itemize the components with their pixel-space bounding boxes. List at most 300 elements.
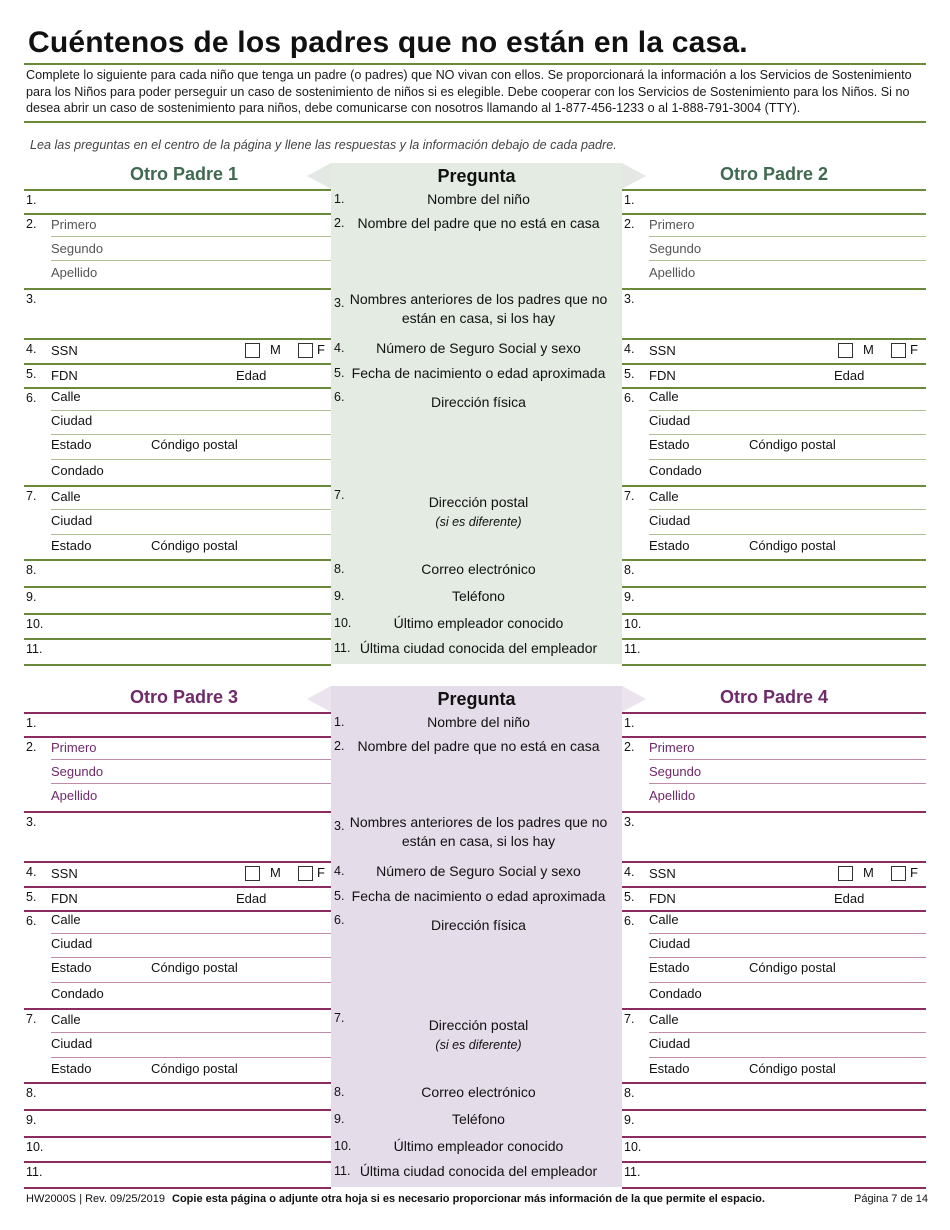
form-row-4	[24, 338, 926, 363]
question-label: Última ciudad conocida del empleador	[359, 640, 598, 656]
question-number: 5.	[334, 889, 345, 903]
parent3-row-number: 11.	[26, 1165, 43, 1179]
parent3-city-field[interactable]	[44, 934, 329, 957]
question-number: 6.	[334, 913, 345, 927]
parent1-employer-field[interactable]	[44, 613, 329, 638]
parent1-row-number: 6.	[26, 391, 37, 405]
form-row-3	[24, 811, 926, 861]
parent3-female-checkbox[interactable]	[298, 866, 313, 881]
question-label: Correo electrónico	[421, 561, 536, 577]
parent1-previous-names-field[interactable]	[44, 288, 329, 338]
parent1-row-number: 2.	[26, 217, 37, 231]
question-number: 1.	[334, 715, 345, 729]
question-cell	[331, 363, 622, 387]
right-arrow-icon	[622, 686, 646, 712]
parent2-dob-field[interactable]	[642, 363, 924, 387]
parent4-female-checkbox[interactable]	[891, 866, 906, 881]
parent1-primero-label: Primero	[51, 217, 97, 232]
form-row-1	[24, 712, 926, 736]
parent2-row-number: 6.	[624, 391, 635, 405]
parent4-female-label: F	[910, 865, 918, 880]
left-parent-title: Otro Padre 3	[129, 687, 239, 707]
question-label: Fecha de nacimiento o edad aproximada	[351, 888, 606, 904]
section-bottom	[24, 1187, 926, 1189]
question-text	[339, 214, 618, 233]
parent4-postal-label: Cóndigo postal	[749, 960, 836, 975]
parent2-county-field[interactable]	[642, 460, 924, 484]
parent4-employer-city-field[interactable]	[642, 1161, 924, 1187]
parent2-estado-label: Estado	[649, 437, 690, 452]
question-number: 2.	[334, 216, 345, 230]
row-divider	[622, 664, 926, 666]
parent2-child-name-field[interactable]	[642, 189, 924, 213]
left-arrow-icon	[307, 163, 331, 189]
parent3-primero-label: Primero	[51, 740, 97, 755]
parent4-row-number: 2.	[624, 740, 635, 754]
parent2-email-field[interactable]	[642, 559, 924, 586]
parent4-middle-name-field[interactable]	[642, 760, 924, 784]
parent4-phone-field[interactable]	[642, 1109, 924, 1136]
parent3-state-zip-field[interactable]	[44, 958, 329, 982]
parent4-segundo-label: Segundo	[649, 764, 702, 779]
parent1-row-number: 4.	[26, 342, 37, 356]
parent1-street-field[interactable]	[44, 387, 329, 410]
instruction-text: Lea las preguntas en el centro de la página y llene las respuestas y la información debajo de cada padre.	[30, 138, 617, 152]
parent2-row-number: 3.	[624, 292, 635, 306]
parent3-employer-field[interactable]	[44, 1136, 329, 1161]
parent1-row-number: 3.	[26, 292, 37, 306]
parent3-mail-street-field[interactable]	[44, 1008, 329, 1032]
form-row-10	[24, 613, 926, 638]
question-text	[339, 364, 618, 383]
parent4-row-number: 3.	[624, 815, 635, 829]
parent3-fdn-label: FDN	[51, 891, 78, 906]
parent3-row-number: 4.	[26, 865, 37, 879]
parent4-row-number: 1.	[624, 716, 635, 730]
question-cell	[331, 638, 622, 664]
question-number: 3.	[334, 819, 345, 833]
question-text	[339, 190, 618, 209]
parent4-estado-label: Estado	[649, 1061, 690, 1076]
parent4-male-label: M	[863, 865, 874, 880]
intro-divider	[24, 121, 926, 123]
question-label: Teléfono	[452, 588, 505, 604]
title-divider	[24, 63, 926, 65]
parent3-row-number: 1.	[26, 716, 37, 730]
question-cell	[331, 586, 622, 613]
question-cell	[331, 559, 622, 586]
question-label: Nombres anteriores de los padres que no están en casa, si los hay	[349, 814, 608, 849]
parent2-calle-label: Calle	[649, 489, 679, 504]
parent3-dob-field[interactable]	[44, 886, 329, 910]
right-parent-title: Otro Padre 2	[719, 164, 829, 184]
form-code: HW2000S | Rev. 09/25/2019	[26, 1193, 166, 1205]
question-text	[339, 1016, 618, 1055]
parent1-row-number: 7.	[26, 489, 37, 503]
parent4-employer-field[interactable]	[642, 1136, 924, 1161]
parent4-mail-state-zip-field[interactable]	[642, 1058, 924, 1082]
parent4-row-number: 6.	[624, 914, 635, 928]
parent1-middle-name-field[interactable]	[44, 237, 329, 261]
parent4-city-field[interactable]	[642, 934, 924, 957]
parent1-email-field[interactable]	[44, 559, 329, 586]
parent4-previous-names-field[interactable]	[642, 811, 924, 861]
parent3-street-field[interactable]	[44, 910, 329, 933]
parent3-email-field[interactable]	[44, 1082, 329, 1109]
parent2-previous-names-field[interactable]	[642, 288, 924, 338]
question-label: Último empleador conocido	[393, 1138, 564, 1154]
form-row-8	[24, 559, 926, 586]
question-label: Número de Seguro Social y sexo	[376, 340, 581, 356]
parent3-row-number: 8.	[26, 1086, 37, 1100]
parent3-middle-name-field[interactable]	[44, 760, 329, 784]
right-parent-title: Otro Padre 4	[719, 687, 829, 707]
parent1-first-name-field[interactable]	[44, 213, 329, 237]
form-row-8	[24, 1082, 926, 1109]
form-row-11	[24, 638, 926, 664]
question-text	[339, 290, 618, 328]
question-cell	[331, 861, 622, 886]
parent2-employer-field[interactable]	[642, 613, 924, 638]
question-number: 3.	[334, 296, 345, 310]
parent3-row-number: 5.	[26, 890, 37, 904]
parent3-employer-city-field[interactable]	[44, 1161, 329, 1187]
form-row-5	[24, 363, 926, 387]
parent2-estado-label: Estado	[649, 538, 690, 553]
parent2-condado-label: Condado	[649, 463, 702, 478]
parent2-segundo-label: Segundo	[649, 241, 702, 256]
parent3-male-label: M	[270, 865, 281, 880]
question-cell	[331, 485, 622, 559]
parent3-county-field[interactable]	[44, 983, 329, 1007]
parent4-child-name-field[interactable]	[642, 712, 924, 736]
section-header	[24, 163, 926, 189]
parent3-postal-label: Cóndigo postal	[151, 1061, 238, 1076]
parent3-postal-label: Cóndigo postal	[151, 960, 238, 975]
parent4-street-field[interactable]	[642, 910, 924, 933]
parent4-row-number: 8.	[624, 1086, 635, 1100]
parent3-last-name-field[interactable]	[44, 784, 329, 810]
parent2-street-field[interactable]	[642, 387, 924, 410]
question-number: 8.	[334, 1085, 345, 1099]
question-label: Nombre del padre que no está en casa	[357, 738, 600, 754]
question-cell	[331, 613, 622, 638]
parent4-calle-label: Calle	[649, 912, 679, 927]
parent1-phone-field[interactable]	[44, 586, 329, 613]
parent3-row-number: 3.	[26, 815, 37, 829]
question-text	[339, 887, 618, 906]
question-cell	[331, 213, 622, 288]
parent4-mail-city-field[interactable]	[642, 1033, 924, 1057]
parent2-male-label: M	[863, 342, 874, 357]
question-text	[339, 393, 618, 412]
form-row-2	[24, 736, 926, 811]
question-label: Dirección postal	[428, 1017, 529, 1033]
section-bottom	[24, 664, 926, 666]
parent2-mail-city-field[interactable]	[642, 510, 924, 534]
parent1-edad-label: Edad	[236, 368, 267, 383]
question-cell	[331, 712, 622, 736]
question-number: 11.	[334, 1164, 351, 1178]
parent4-edad-label: Edad	[834, 891, 865, 906]
question-cell	[331, 1082, 622, 1109]
form-row-11	[24, 1161, 926, 1187]
question-label: Nombre del niño	[427, 191, 530, 207]
parent1-row-number: 9.	[26, 590, 37, 604]
parent2-apellido-label: Apellido	[649, 265, 696, 280]
left-arrow-icon	[307, 686, 331, 712]
parent2-phone-field[interactable]	[642, 586, 924, 613]
parent2-row-number: 8.	[624, 563, 635, 577]
question-header: Pregunta	[331, 163, 622, 189]
parent1-mail-state-zip-field[interactable]	[44, 535, 329, 559]
question-cell	[331, 1008, 622, 1082]
parent4-estado-label: Estado	[649, 960, 690, 975]
parent1-female-label: F	[317, 342, 325, 357]
parent2-ciudad-label: Ciudad	[649, 513, 691, 528]
parent2-postal-label: Cóndigo postal	[749, 437, 836, 452]
parent2-state-zip-field[interactable]	[642, 435, 924, 459]
parent3-condado-label: Condado	[51, 986, 104, 1001]
parent2-row-number: 5.	[624, 367, 635, 381]
question-header: Pregunta	[331, 686, 622, 712]
parent1-mail-street-field[interactable]	[44, 485, 329, 509]
question-cell	[331, 288, 622, 338]
parent1-calle-label: Calle	[51, 489, 81, 504]
question-label: Último empleador conocido	[393, 615, 564, 631]
parent1-male-checkbox[interactable]	[245, 343, 260, 358]
question-number: 10.	[334, 616, 352, 630]
parent4-row-number: 11.	[624, 1165, 641, 1179]
parent2-mail-state-zip-field[interactable]	[642, 535, 924, 559]
question-label: Dirección postal	[428, 494, 529, 510]
parent3-mail-city-field[interactable]	[44, 1033, 329, 1057]
form-row-3	[24, 288, 926, 338]
question-text	[339, 1137, 618, 1156]
parent2-mail-street-field[interactable]	[642, 485, 924, 509]
question-number: 8.	[334, 562, 345, 576]
parent1-fdn-label: FDN	[51, 368, 78, 383]
parent2-ssn-label: SSN	[649, 343, 676, 358]
question-cell	[331, 910, 622, 1008]
parent1-city-field[interactable]	[44, 411, 329, 434]
footer-note: Copie esta página o adjunte otra hoja si es necesario proporcionar más información de la que permite el espacio.	[172, 1193, 765, 1205]
question-cell	[331, 189, 622, 213]
question-text	[339, 916, 618, 935]
parent3-ciudad-label: Ciudad	[51, 1036, 93, 1051]
section-header	[24, 686, 926, 712]
question-label: Correo electrónico	[421, 1084, 536, 1100]
parent4-ciudad-label: Ciudad	[649, 1036, 691, 1051]
parent1-calle-label: Calle	[51, 389, 81, 404]
parent1-estado-label: Estado	[51, 437, 92, 452]
parent4-state-zip-field[interactable]	[642, 958, 924, 982]
form-row-9	[24, 1109, 926, 1136]
parent2-ssn-field[interactable]	[642, 338, 924, 362]
parent4-row-number: 4.	[624, 865, 635, 879]
parent2-row-number: 4.	[624, 342, 635, 356]
row-divider	[24, 664, 331, 666]
parent4-male-checkbox[interactable]	[838, 866, 853, 881]
parent3-edad-label: Edad	[236, 891, 267, 906]
parent4-ssn-label: SSN	[649, 866, 676, 881]
question-cell	[331, 1136, 622, 1161]
parent2-city-field[interactable]	[642, 411, 924, 434]
question-number: 10.	[334, 1139, 352, 1153]
form-row-10	[24, 1136, 926, 1161]
parent2-row-number: 7.	[624, 489, 635, 503]
parent2-row-number: 10.	[624, 617, 642, 631]
form-row-5	[24, 886, 926, 910]
page-number: Página 7 de 14	[853, 1193, 928, 1205]
parent1-county-field[interactable]	[44, 460, 329, 484]
parent4-row-number: 10.	[624, 1140, 642, 1154]
parent1-employer-city-field[interactable]	[44, 638, 329, 664]
parent1-postal-label: Cóndigo postal	[151, 538, 238, 553]
question-text	[339, 713, 618, 732]
question-number: 9.	[334, 589, 345, 603]
question-text	[339, 813, 618, 851]
parent3-ssn-field[interactable]	[44, 861, 329, 885]
parent4-primero-label: Primero	[649, 740, 695, 755]
parent3-first-name-field[interactable]	[44, 736, 329, 760]
parent3-row-number: 6.	[26, 914, 37, 928]
parent3-ciudad-label: Ciudad	[51, 936, 93, 951]
question-sub-label: (si es diferente)	[435, 1038, 522, 1052]
form-row-7	[24, 485, 926, 559]
question-text	[339, 614, 618, 633]
parent2-fdn-label: FDN	[649, 368, 676, 383]
parent1-male-label: M	[270, 342, 281, 357]
parent2-edad-label: Edad	[834, 368, 865, 383]
parent1-state-zip-field[interactable]	[44, 435, 329, 459]
question-label: Nombre del niño	[427, 714, 530, 730]
question-cell	[331, 886, 622, 910]
parent2-employer-city-field[interactable]	[642, 638, 924, 664]
form-row-9	[24, 586, 926, 613]
parent3-apellido-label: Apellido	[51, 788, 98, 803]
question-label: Teléfono	[452, 1111, 505, 1127]
parent4-first-name-field[interactable]	[642, 736, 924, 760]
question-label: Última ciudad conocida del empleador	[359, 1163, 598, 1179]
question-sub-label: (si es diferente)	[435, 515, 522, 529]
left-parent-title: Otro Padre 1	[129, 164, 239, 184]
parent3-male-checkbox[interactable]	[245, 866, 260, 881]
parent4-last-name-field[interactable]	[642, 784, 924, 810]
question-number: 4.	[334, 341, 345, 355]
parent1-segundo-label: Segundo	[51, 241, 104, 256]
question-text	[339, 737, 618, 756]
question-label: Dirección física	[431, 917, 526, 933]
question-label: Dirección física	[431, 394, 526, 410]
question-text	[339, 339, 618, 358]
parent4-email-field[interactable]	[642, 1082, 924, 1109]
parent2-calle-label: Calle	[649, 389, 679, 404]
parent1-ssn-label: SSN	[51, 343, 78, 358]
parent1-ciudad-label: Ciudad	[51, 413, 93, 428]
question-number: 9.	[334, 1112, 345, 1126]
row-divider	[622, 1187, 926, 1189]
intro-paragraph: Complete lo siguiente para cada niño que tenga un padre (o padres) que NO vivan con ellos. Se proporcionará la información a los Servicios de Sostenimiento para los Niños para poder perseguir un caso de sostenimiento de niños si es elegible. Debe cooperar con los Servicios de Sostenimiento para los Niños. Si no desea abrir un caso de sostenimiento para niños, debe comunicarse con nosotros llamando al 1-877-456-1233 o al 1-888-791-3004 (TTY).	[26, 68, 912, 116]
parent2-row-number: 2.	[624, 217, 635, 231]
question-text	[339, 587, 618, 606]
parent2-male-checkbox[interactable]	[838, 343, 853, 358]
question-number: 4.	[334, 864, 345, 878]
parent1-female-checkbox[interactable]	[298, 343, 313, 358]
question-label: Número de Seguro Social y sexo	[376, 863, 581, 879]
parent2-row-number: 9.	[624, 590, 635, 604]
parent3-row-number: 9.	[26, 1113, 37, 1127]
parent3-previous-names-field[interactable]	[44, 811, 329, 861]
parent1-postal-label: Cóndigo postal	[151, 437, 238, 452]
question-cell	[331, 736, 622, 811]
parent1-last-name-field[interactable]	[44, 261, 329, 287]
question-text	[339, 1162, 618, 1181]
parent1-row-number: 11.	[26, 642, 43, 656]
parent2-middle-name-field[interactable]	[642, 237, 924, 261]
parent4-row-number: 9.	[624, 1113, 635, 1127]
parent3-child-name-field[interactable]	[44, 712, 329, 736]
question-label: Nombres anteriores de los padres que no están en casa, si los hay	[349, 291, 608, 326]
parent4-apellido-label: Apellido	[649, 788, 696, 803]
parent4-fdn-label: FDN	[649, 891, 676, 906]
form-row-6	[24, 387, 926, 485]
parent4-county-field[interactable]	[642, 983, 924, 1007]
parent4-ssn-field[interactable]	[642, 861, 924, 885]
form-row-1	[24, 189, 926, 213]
parent4-calle-label: Calle	[649, 1012, 679, 1027]
parent4-dob-field[interactable]	[642, 886, 924, 910]
parent1-row-number: 1.	[26, 193, 37, 207]
parent1-mail-city-field[interactable]	[44, 510, 329, 534]
parent2-postal-label: Cóndigo postal	[749, 538, 836, 553]
parent3-estado-label: Estado	[51, 960, 92, 975]
parent3-calle-label: Calle	[51, 1012, 81, 1027]
question-cell	[331, 387, 622, 485]
parent3-estado-label: Estado	[51, 1061, 92, 1076]
parent1-row-number: 10.	[26, 617, 44, 631]
parent2-row-number: 1.	[624, 193, 635, 207]
parent3-phone-field[interactable]	[44, 1109, 329, 1136]
parent1-ssn-field[interactable]	[44, 338, 329, 362]
question-number: 1.	[334, 192, 345, 206]
parent1-dob-field[interactable]	[44, 363, 329, 387]
parent3-row-number: 7.	[26, 1012, 37, 1026]
parent3-mail-state-zip-field[interactable]	[44, 1058, 329, 1082]
parent2-first-name-field[interactable]	[642, 213, 924, 237]
question-text	[339, 560, 618, 579]
question-text	[339, 493, 618, 532]
parent3-female-label: F	[317, 865, 325, 880]
question-text	[339, 1083, 618, 1102]
question-number: 6.	[334, 390, 345, 404]
right-arrow-icon	[622, 163, 646, 189]
parent2-female-checkbox[interactable]	[891, 343, 906, 358]
parent2-row-number: 11.	[624, 642, 641, 656]
parent2-female-label: F	[910, 342, 918, 357]
question-text	[339, 639, 618, 658]
parent1-child-name-field[interactable]	[44, 189, 329, 213]
parent4-row-number: 5.	[624, 890, 635, 904]
parent4-condado-label: Condado	[649, 986, 702, 1001]
row-divider	[24, 1187, 331, 1189]
parent4-postal-label: Cóndigo postal	[749, 1061, 836, 1076]
parent4-mail-street-field[interactable]	[642, 1008, 924, 1032]
question-text	[339, 862, 618, 881]
parent2-last-name-field[interactable]	[642, 261, 924, 287]
parent2-primero-label: Primero	[649, 217, 695, 232]
question-number: 7.	[334, 1011, 345, 1025]
